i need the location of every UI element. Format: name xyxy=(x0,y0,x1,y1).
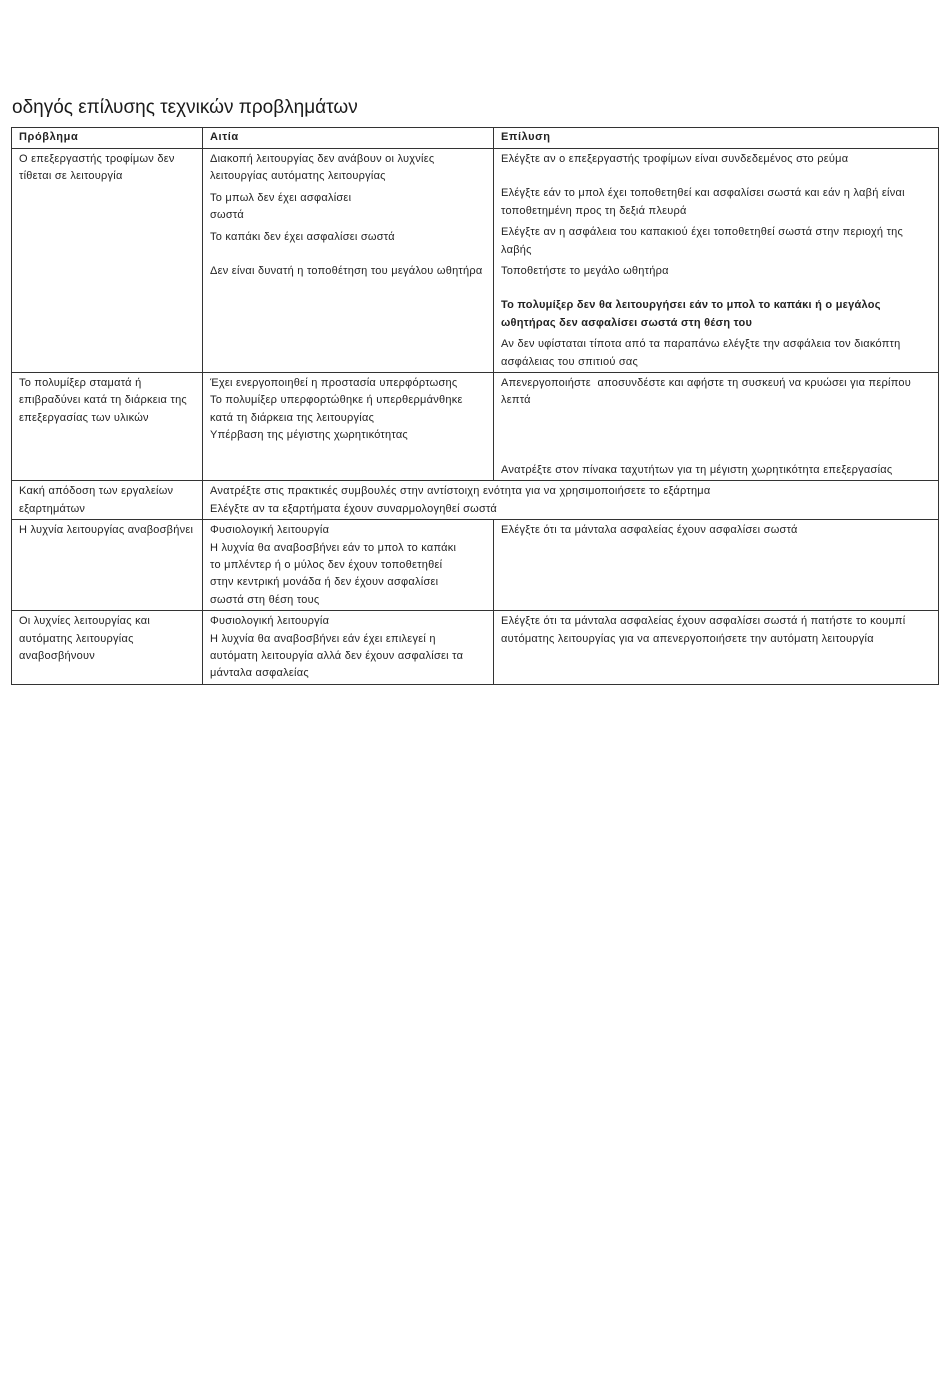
page-title: οδηγός επίλυσης τεχνικών προβλημάτων xyxy=(12,97,358,118)
solution-text: Ελέγξτε ότι τα μάνταλα ασφαλείας έχουν ασφαλίσει σωστά xyxy=(501,524,798,537)
solution-cell xyxy=(494,149,939,373)
table-row xyxy=(12,149,939,373)
header-problem: Πρόβλημα xyxy=(12,128,203,149)
problem-cell xyxy=(12,520,203,611)
solution-text: Ελέγξτε αν η ασφάλεια του καπακιού έχει τοποθετηθεί σωστά στην περιοχή της λαβής xyxy=(501,226,904,256)
table-header-row xyxy=(12,128,939,149)
solution-cell xyxy=(494,611,939,685)
cause-text: Διακοπή λειτουργίας δεν ανάβουν οι λυχνίες λειτουργίας αυτόματης λειτουργίας xyxy=(210,153,435,183)
solution-text: Τοποθετήστε το μεγάλο ωθητήρα xyxy=(501,265,669,278)
cause-text: Η λυχνία θα αναβοσβήνει εάν έχει επιλεγεί η αυτόματη λειτουργία αλλά δεν έχουν ασφαλίσει τα μάνταλα ασφαλείας xyxy=(210,632,464,680)
problem-text: Η λυχνία λειτουργίας αναβοσβήνει xyxy=(19,524,194,537)
troubleshooting-table xyxy=(11,127,939,685)
problem-cell xyxy=(12,611,203,685)
solution-text: Αν δεν υφίσταται τίποτα από τα παραπάνω ελέγξτε την ασφάλεια τον διακόπτη ασφάλειας του σπιτιού σας xyxy=(501,338,901,368)
cause-cell xyxy=(203,611,494,685)
problem-text: Ο επεξεργαστής τροφίμων δεν τίθεται σε λειτουργία xyxy=(19,153,175,183)
merged-text: Ελέγξτε αν τα εξαρτήματα έχουν συναρμολογηθεί σωστά xyxy=(210,502,498,515)
solution-cell xyxy=(494,520,939,611)
problem-cell xyxy=(12,481,203,520)
cause-text: Δεν είναι δυνατή η τοποθέτηση του μεγάλου ωθητήρα xyxy=(210,265,483,278)
cause-text: Έχει ενεργοποιηθεί η προστασία υπερφόρτωσης xyxy=(210,377,458,390)
cause-text: Το πολυμίξερ υπερφορτώθηκε ή υπερθερμάνθηκε κατά τη διάρκεια της λειτουργίας xyxy=(210,394,463,424)
header-cause: Αιτία xyxy=(203,128,494,149)
table-row xyxy=(12,611,939,685)
merged-cell xyxy=(203,481,939,520)
table-row xyxy=(12,373,939,481)
problem-text: Οι λυχνίες λειτουργίας και αυτόματης λειτουργίας αναβοσβήνουν xyxy=(19,615,151,662)
problem-cell xyxy=(12,149,203,373)
cause-text: Το μπωλ δεν έχει ασφαλίσει σωστά xyxy=(210,191,352,222)
solution-cell xyxy=(494,373,939,481)
cause-text: Υπέρβαση της μέγιστης χωρητικότητας xyxy=(210,429,408,442)
solution-text: Ελέγξτε αν ο επεξεργαστής τροφίμων είναι συνδεδεμένος στο ρεύμα xyxy=(501,153,849,165)
problem-text: Το πολυμίξερ σταματά ή επιβραδύνει κατά τη διάρκεια της επεξεργασίας των υλικών xyxy=(19,377,187,424)
cause-text: Φυσιολογική λειτουργία xyxy=(210,524,330,537)
cause-text: Η λυχνία θα αναβοσβήνει εάν το μπολ το καπάκι το μπλέντερ ή ο μύλος δεν έχουν τοποθετηθεί στην κεντρική μονάδα ή δεν έχουν ασφαλίσει σωστά στη θέση τους xyxy=(210,541,457,606)
solution-text: Ελέγξτε εάν το μπολ έχει τοποθετηθεί και ασφαλίσει σωστά και εάν η λαβή είναι τοποθετημένη προς τη δεξιά πλευρά xyxy=(501,187,905,217)
cause-cell xyxy=(203,520,494,611)
table-row xyxy=(12,520,939,611)
solution-text: Ανατρέξτε στον πίνακα ταχυτήτων για τη μέγιστη χωρητικότητα επεξεργασίας xyxy=(501,463,893,476)
cause-cell xyxy=(203,373,494,481)
solution-text: Ελέγξτε ότι τα μάνταλα ασφαλείας έχουν ασφαλίσει σωστά ή πατήστε το κουμπί αυτόματης λειτουργίας για να απενεργοποιήσετε την αυτόματη λειτουργία xyxy=(501,615,906,645)
cause-text: Το καπάκι δεν έχει ασφαλίσει σωστά xyxy=(210,230,395,243)
table-row xyxy=(12,481,939,520)
cause-cell xyxy=(203,149,494,373)
cause-text: Φυσιολογική λειτουργία xyxy=(210,615,330,628)
merged-text: Ανατρέξτε στις πρακτικές συμβουλές στην αντίστοιχη ενότητα για να χρησιμοποιήσετε το εξάρτημα xyxy=(210,485,711,498)
solution-note: Το πολυμίξερ δεν θα λειτουργήσει εάν το μπολ το καπάκι ή ο μεγάλος ωθητήρας δεν ασφαλίσει σωστά στη θέση του xyxy=(501,299,881,329)
problem-text: Κακή απόδοση των εργαλείων εξαρτημάτων xyxy=(19,485,174,515)
problem-cell xyxy=(12,373,203,481)
solution-text: Απενεργοποιήστε αποσυνδέστε και αφήστε τη συσκευή να κρυώσει για περίπου λεπτά xyxy=(501,377,931,407)
header-solution: Επίλυση xyxy=(494,128,939,149)
